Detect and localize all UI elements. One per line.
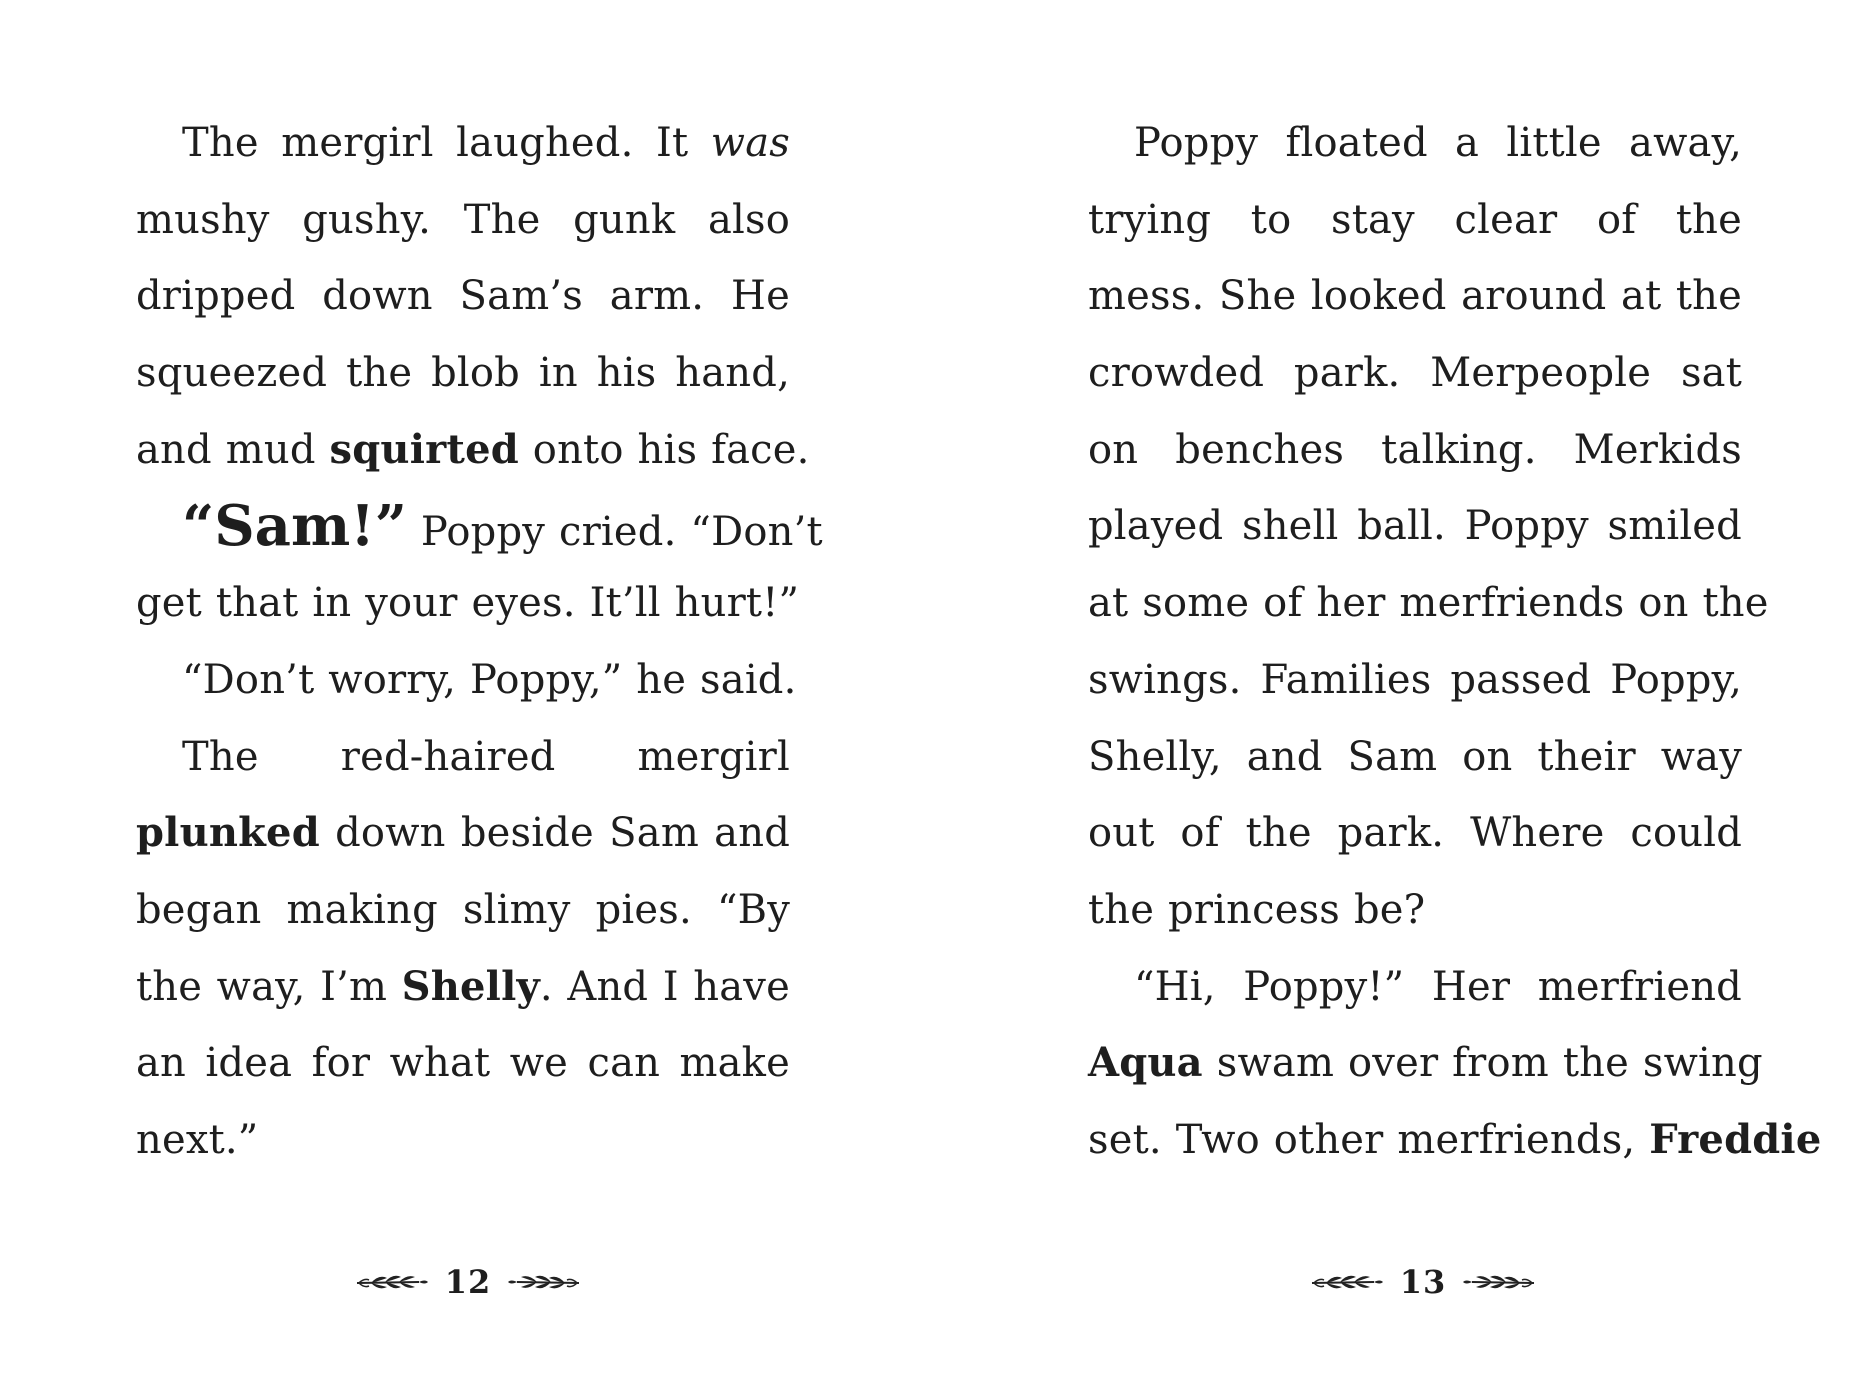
text-line: on benches talking. Merkids — [1088, 426, 1742, 473]
exclamation-sam: “Sam!” — [182, 493, 407, 560]
text-line: mess. She looked around at the — [1088, 273, 1742, 320]
text-line: the way, I’m Shelly. And I have — [136, 962, 790, 1010]
page-number-left — [348, 1262, 588, 1302]
laurel-sprig-icon — [1462, 1270, 1536, 1294]
page-right — [1088, 105, 1822, 1179]
laurel-sprig-icon — [1310, 1270, 1384, 1294]
page-left — [136, 105, 823, 1179]
text-line: the princess be? — [1088, 886, 1426, 933]
text-line: Shelly, and Sam on their way — [1088, 733, 1742, 780]
text-line: and mud squirted onto his face. — [136, 425, 810, 473]
text-line: dripped down Sam’s arm. He — [136, 273, 790, 320]
text-line: played shell ball. Poppy smiled — [1088, 503, 1742, 550]
page-number: 13 — [1399, 1263, 1447, 1301]
text-line: set. Two other merfriends, Freddie — [1088, 1115, 1822, 1163]
text-line: “Sam!” Poppy cried. “Don’t — [182, 493, 823, 560]
text-line: at some of her merfriends on the — [1088, 580, 1769, 627]
vocab-squirted: squirted — [329, 425, 519, 473]
text-line: mushy gushy. The gunk also — [136, 196, 790, 243]
text-line: trying to stay clear of the — [1088, 196, 1742, 243]
text-line: squeezed the blob in his hand, — [136, 350, 790, 397]
laurel-sprig-icon — [507, 1270, 581, 1294]
emphasis-was: was — [710, 120, 790, 166]
page-number-right — [1303, 1262, 1543, 1302]
text-line: crowded park. Merpeople sat — [1088, 350, 1742, 397]
vocab-shelly: Shelly — [401, 962, 540, 1010]
vocab-freddie: Freddie — [1649, 1115, 1822, 1163]
text-line: plunked down beside Sam and — [136, 809, 790, 857]
page-number: 12 — [444, 1263, 492, 1301]
text-line: began making slimy pies. “By — [136, 886, 790, 933]
text-line: The red-haired mergirl — [182, 733, 790, 780]
text-line: an idea for what we can make — [136, 1040, 790, 1087]
laurel-sprig-icon — [355, 1270, 429, 1294]
vocab-aqua: Aqua — [1088, 1039, 1203, 1087]
text-line: swings. Families passed Poppy, — [1088, 656, 1742, 703]
text-line: “Don’t worry, Poppy,” he said. — [182, 656, 797, 703]
text-line: out of the park. Where could — [1088, 810, 1742, 857]
text-line: Poppy floated a little away, — [1134, 120, 1742, 166]
text-line: next.” — [136, 1116, 259, 1163]
vocab-plunked: plunked — [136, 809, 320, 857]
text-line: Aqua swam over from the swing — [1088, 1039, 1763, 1087]
text-line: get that in your eyes. It’ll hurt!” — [136, 580, 800, 627]
text-line: “Hi, Poppy!” Her merfriend — [1134, 963, 1742, 1010]
text-line: The mergirl laughed. It was — [182, 120, 790, 166]
